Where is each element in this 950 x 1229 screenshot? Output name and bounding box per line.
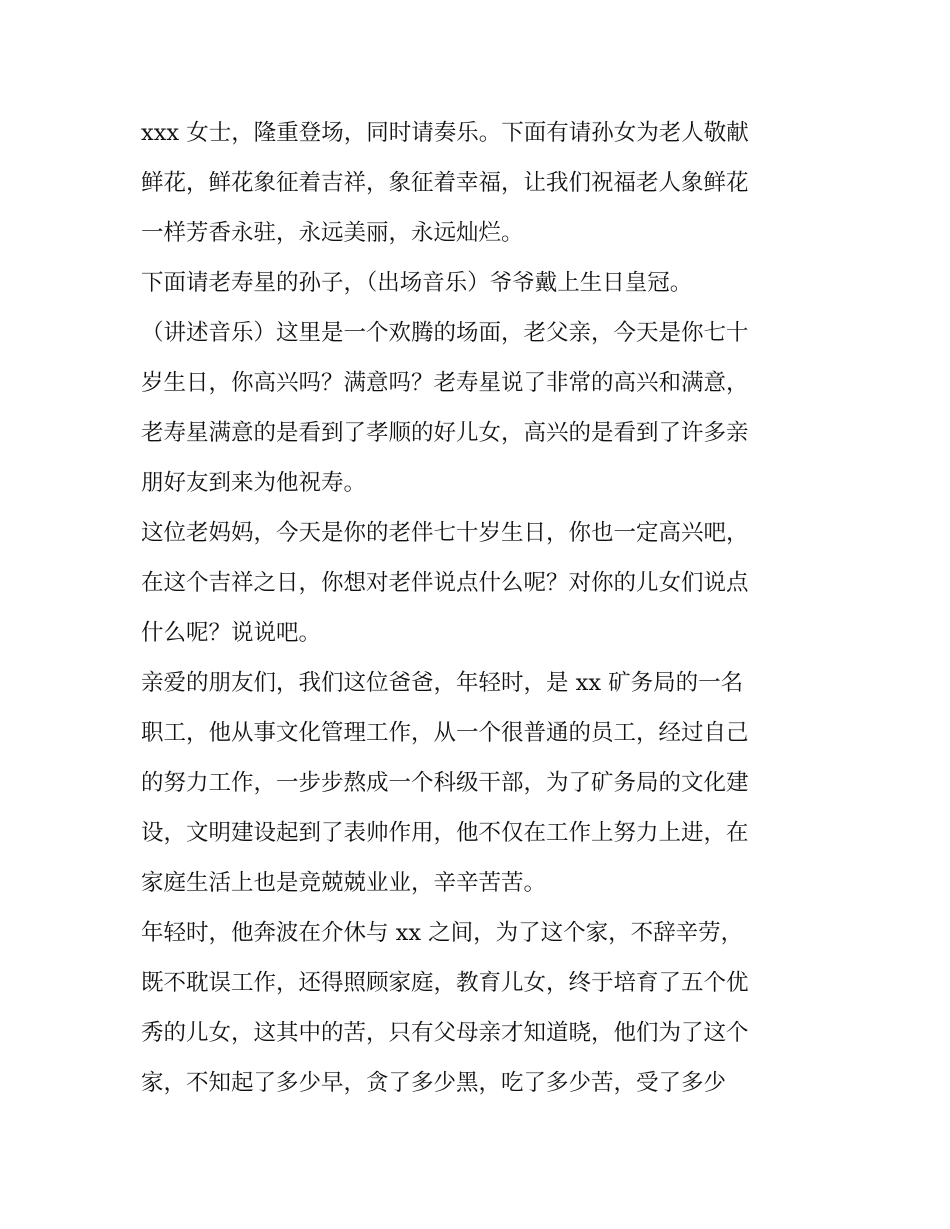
text-line: 在这个吉祥之日，你想对老伴说点什么呢？对你的儿女们说点 [141,570,749,596]
paragraph-3 [141,308,817,508]
text-line: 一样芳香永驻，永远美丽，永远灿烂。 [141,220,524,246]
text-line: 亲爱的朋友们，我们这位爸爸，年轻时，是 xx 矿务局的一名 [141,670,744,696]
paragraph-5 [141,658,817,908]
text-line: 这位老妈妈，今天是你的老伴七十岁生日，你也一定高兴吧， [141,520,749,546]
text-line: （讲述音乐）这里是一个欢腾的场面，老父亲，今天是你七十 [141,320,749,346]
text-line: xxx 女士，隆重登场，同时请奏乐。下面有请孙女为老人敬献 [141,120,749,146]
text-line: 岁生日，你高兴吗？满意吗？老寿星说了非常的高兴和满意， [141,370,749,396]
text-line: 的努力工作，一步步熬成一个科级干部，为了矿务局的文化建 [141,770,749,796]
text-line: 职工，他从事文化管理工作，从一个很普通的员工，经过自己 [141,720,749,746]
text-line: 朋好友到来为他祝寿。 [141,470,367,496]
text-line: 设，文明建设起到了表帅作用，他不仅在工作上努力上进，在 [141,820,749,846]
text-line: 家庭生活上也是竞兢兢业业，辛辛苦苦。 [141,870,547,896]
paragraph-1 [141,108,817,258]
paragraph-2 [141,258,817,308]
text-line: 下面请老寿星的孙子，（出场音乐）爷爷戴上生日皇冠。 [141,270,693,296]
text-line: 老寿星满意的是看到了孝顺的好儿女，高兴的是看到了许多亲 [141,420,749,446]
text-line: 既不耽误工作，还得照顾家庭，教育儿女，终于培育了五个优 [141,970,749,996]
document-body [141,108,817,1108]
text-line: 鲜花，鲜花象征着吉祥，象征着幸福，让我们祝福老人象鲜花 [141,170,749,196]
text-line: 什么呢？说说吧。 [141,620,322,646]
paragraph-6 [141,908,817,1108]
paragraph-4 [141,508,817,658]
text-line: 秀的儿女，这其中的苦，只有父母亲才知道晓，他们为了这个 [141,1020,749,1046]
text-line: 家，不知起了多少早，贪了多少黑，吃了多少苦，受了多少 [141,1070,727,1096]
text-line: 年轻时，他奔波在介休与 xx 之间，为了这个家，不辞辛劳， [141,920,744,946]
